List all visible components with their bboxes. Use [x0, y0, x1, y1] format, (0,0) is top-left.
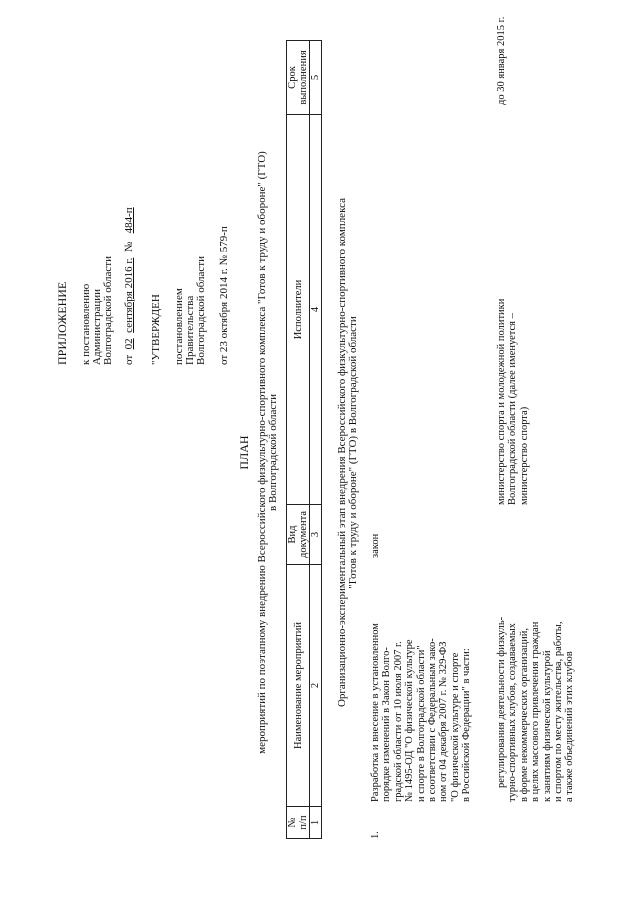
- plan-title: ПЛАН: [237, 435, 251, 470]
- item-sub-line: турно-спортивных клубов, создаваемых: [507, 623, 519, 802]
- item-sub-line: а также объединений этих клубов: [564, 651, 576, 802]
- plan-subtitle-line1: мероприятий по поэтапному внедрению Всероссийского физкультурно-спортивного комплекса "Готов к труду и обороне" (ГТО): [256, 151, 268, 754]
- item-description-line: № 1495-ОД "О физической культуре: [404, 639, 416, 802]
- item-number: 1.: [370, 831, 381, 839]
- item-description-line: в соответствии с Федеральным зако-: [427, 638, 439, 802]
- item-sub-line: в целях массового привлечения граждан: [530, 621, 542, 802]
- section-title-line2: "Готов к труду и обороне" (ГТО) в Волгоградской области: [347, 316, 359, 589]
- item-description-line: и спорте в Волгоградской области": [415, 645, 427, 802]
- plan-subtitle-line2: в Волгоградской области: [267, 394, 279, 511]
- item-description: [370, 623, 473, 802]
- item-description-line: в Российской Федерации" в части:: [461, 648, 473, 802]
- item-description-line: порядке изменений в Закон Волго-: [381, 647, 393, 802]
- approved-decree-label: постановлением: [173, 288, 185, 365]
- header-number-l1: №: [287, 817, 298, 828]
- date-month-year: сентября 2016 г.: [123, 257, 135, 333]
- date-day: 02: [123, 338, 135, 350]
- item-executor-line: министерство спорта и молодежной политики: [496, 298, 507, 505]
- column-number-2: 2: [310, 565, 322, 807]
- header-type-l1: Вид: [287, 525, 298, 544]
- item-description-line: ном от 04 декабря 2007 г. № 329-ФЗ: [438, 641, 450, 802]
- column-number-5: 5: [310, 41, 322, 115]
- item-description-line: Разработка и внесение в установленном: [370, 623, 381, 802]
- column-number-3: 3: [310, 505, 322, 565]
- item-description-line: градской области от 10 июля 2007 г.: [392, 641, 404, 802]
- approved-heading: "УТВЕРЖДЕН: [150, 294, 162, 365]
- header-deadline-l1: Срок: [287, 66, 298, 89]
- decree-date-line: [123, 207, 135, 365]
- header-name-cell: Наименование мероприятий: [287, 565, 310, 807]
- region-label: Волгоградской области: [102, 256, 114, 365]
- number-sign: №: [123, 241, 135, 253]
- header-number-l2: п/п: [298, 815, 309, 830]
- item-subparagraph: [496, 617, 576, 802]
- decree-number: 484-п: [123, 207, 135, 234]
- section-title-line1: Организационно-экспериментальный этап внедрения Всероссийского физкультурно-спортивного комплекса: [336, 197, 348, 708]
- approved-government-label: Правительства: [184, 295, 196, 365]
- item-deadline: до 30 января 2015 г.: [496, 16, 507, 105]
- header-type-cell: [287, 505, 310, 565]
- item-executors: [496, 299, 530, 505]
- approved-date: от 23 октября 2014 г. № 579-п: [218, 226, 230, 365]
- item-executor-line: Волгоградской области (далее именуется –: [507, 313, 519, 505]
- administration-label: Администрации: [91, 288, 103, 365]
- column-number-1: 1: [310, 807, 322, 839]
- header-type-l2: документа: [298, 511, 309, 558]
- item-sub-line: в форме некоммерческих организаций,: [518, 628, 530, 802]
- header-executors-cell: Исполнители: [287, 115, 310, 505]
- item-sub-line: и спортом по месту жительства, работы,: [553, 621, 565, 802]
- approved-region-label: Волгоградской области: [195, 256, 207, 365]
- plan-table-header: [286, 40, 322, 839]
- date-prefix: от: [123, 354, 135, 365]
- item-document-type: закон: [370, 533, 381, 558]
- column-number-4: 4: [310, 115, 322, 505]
- item-executor-line: министерство спорта): [518, 406, 530, 505]
- item-description-line: "О физической культуре и спорте: [449, 652, 461, 802]
- header-number-cell: [287, 807, 310, 839]
- header-deadline-l2: выполнения: [298, 50, 309, 105]
- appendix-heading: ПРИЛОЖЕНИЕ: [55, 281, 69, 365]
- item-sub-line: к занятиям физической культурой: [541, 650, 553, 802]
- header-deadline-cell: [287, 41, 310, 115]
- item-sub-line: регулирования деятельности физкуль-: [496, 616, 507, 788]
- to-decree-label: к постановлению: [80, 283, 92, 365]
